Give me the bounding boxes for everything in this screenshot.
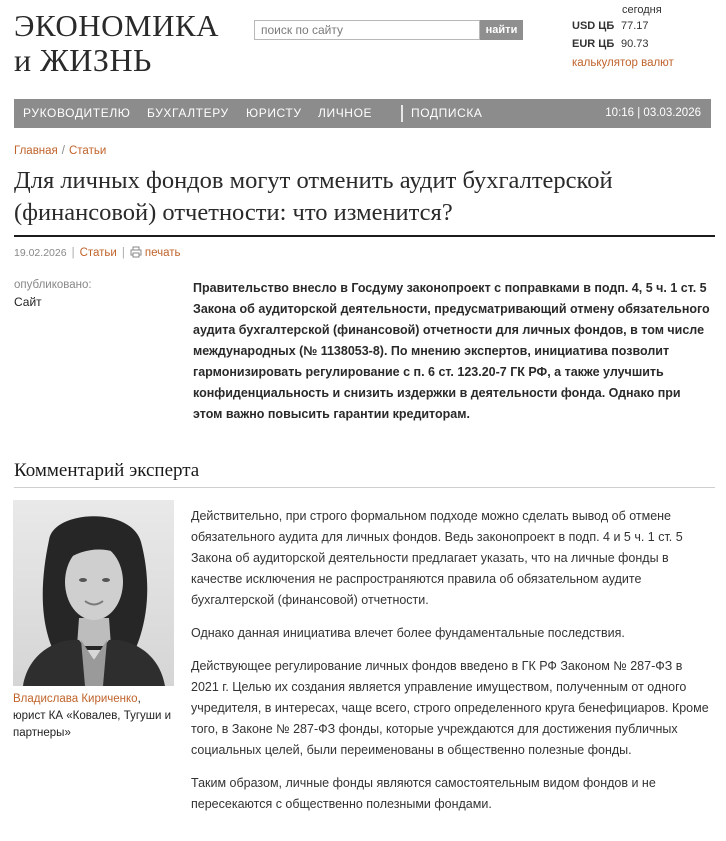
expert-position: юрист КА «Ковалев, Тугуши и партнеры» [13, 710, 172, 739]
expert-caption [13, 691, 178, 742]
article-meta [14, 246, 180, 261]
site-logo[interactable] [14, 8, 219, 78]
comment-paragraph: Однако данная инициатива влечет более фундаментальные последствия. [191, 626, 625, 640]
rates-today-label: сегодня [622, 4, 662, 16]
comment-paragraph: Действительно, при строго формальном подходе можно сделать вывод об отмене обязательного аудита для личных фондов. Ведь законопроект в подп. 4 и 5 ч. 1 ст. 5 Закона об аудиторской деятельности предлагает указать, что на личные фонды в качестве исключения не распространяются правила об обязательном аудите бухгалтерской (финансовой) отчетности. [191, 509, 683, 607]
rate-row-eur [572, 38, 649, 52]
nav-datetime: 10:16 | 03.03.2026 [605, 107, 701, 119]
rate-value: 90.73 [621, 38, 649, 50]
rate-code: USD ЦБ [572, 20, 615, 32]
article-title: Для личных фондов могут отменить аудит бухгалтерской (финансовой) отчетности: что изменится? [14, 167, 613, 226]
meta-separator: | [71, 247, 75, 259]
section-divider [14, 487, 715, 488]
logo-line-1: ЭКОНОМИКА [14, 8, 220, 43]
nav-item-lawyers[interactable]: ЮРИСТУ [246, 106, 302, 120]
expert-comment-heading: Комментарий эксперта [14, 460, 200, 481]
nav-item-personal[interactable]: ЛИЧНОЕ [318, 106, 373, 120]
article-lead: Правительство внесло в Госдуму законопроект с поправками в подп. 4, 5 ч. 1 ст. 5 Закона об аудиторской деятельности, предусматривающий отмену обязательного аудита бухгалтерской (финансовой) отчетности для личных фондов, в том числе международных (№ 1138053-8). По мнению экспертов, инициатива позволит гармонизировать регулирование с п. 6 ст. 123.20-7 ГК РФ, а также улучшить конфиденциальность и снизить издержки в деятельности фонда. Однако при этом важно повысить гарантии кредиторам. [193, 281, 710, 421]
search-input[interactable] [254, 20, 480, 40]
expert-photo [13, 500, 174, 686]
print-link[interactable] [130, 247, 181, 259]
printer-icon [130, 246, 142, 261]
expert-name[interactable]: Владислава Кириченко [13, 693, 138, 705]
breadcrumb-section[interactable]: Статьи [68, 145, 107, 157]
main-nav [14, 99, 711, 128]
meta-separator: | [121, 247, 125, 259]
search-button[interactable]: найти [480, 20, 523, 40]
breadcrumb-home[interactable]: Главная [14, 145, 58, 157]
article-category-link[interactable]: Статьи [79, 247, 117, 259]
article-date: 19.02.2026 [14, 247, 67, 259]
expert-comment-body [191, 506, 713, 827]
breadcrumb [14, 145, 106, 157]
comment-paragraph: Таким образом, личные фонды являются самостоятельным видом фондов и не пересекаются с общественно полезными фондами. [191, 776, 656, 811]
nav-item-managers[interactable]: РУКОВОДИТЕЛЮ [23, 106, 131, 120]
comment-paragraph: Действующее регулирование личных фондов введено в ГК РФ Законом № 287-ФЗ в 2021 г. Целью их создания является управление имуществом, полученным от одного учредителя, в интересах, чаще всего, строго определенного круга бенефициаров. Кроме того, в Законе № 287-ФЗ фонды, которые учреждаются для достижения публичных социальных целей, были переименованы в общественно полезные фонды. [191, 659, 709, 757]
rate-value: 77.17 [621, 20, 649, 32]
currency-calculator-link[interactable]: калькулятор валют [572, 57, 674, 69]
rate-code: EUR ЦБ [572, 38, 615, 50]
logo-line-2: и ЖИЗНЬ [14, 42, 152, 78]
rate-row-usd [572, 20, 649, 34]
nav-item-accountants[interactable]: БУХГАЛТЕРУ [147, 106, 229, 120]
expert-name-suffix: , [137, 693, 141, 705]
nav-divider [401, 105, 403, 122]
print-label: печать [144, 247, 181, 259]
nav-item-subscription[interactable]: ПОДПИСКА [411, 106, 483, 120]
published-value: Сайт [14, 295, 42, 309]
published-label: опубликовано: [14, 279, 92, 291]
breadcrumb-separator: / [61, 145, 65, 157]
title-divider [14, 235, 715, 237]
